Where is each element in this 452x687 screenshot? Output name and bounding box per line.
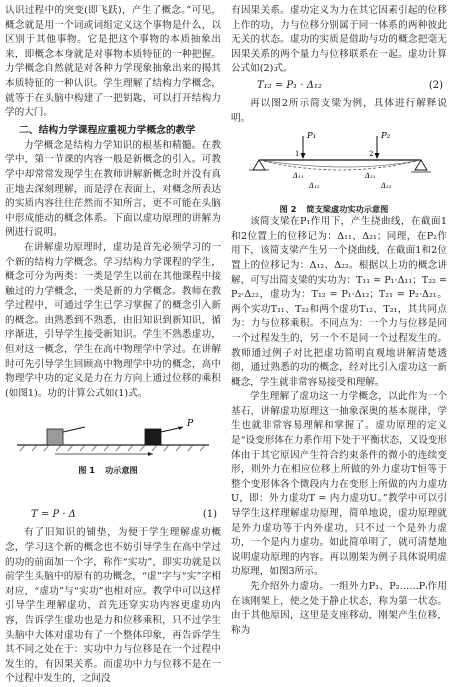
equation-2: [231, 77, 447, 97]
displacement-label-d22: Δ₂₂: [381, 182, 392, 191]
equation-1: [5, 506, 221, 526]
paragraph-beam-example-intro: 再以图2所示简支梁为例，具体进行解释说明。: [231, 97, 447, 124]
load-label-p1: P₁: [307, 131, 317, 142]
displacement-label-d12: Δ₁₂: [309, 182, 320, 191]
displacement-label-d21: Δ₂₁: [365, 172, 376, 181]
deflection-curve-p1: [259, 160, 421, 170]
figure-2-title: 简支梁虚功实功示意图: [306, 204, 389, 215]
figure-1: [5, 401, 221, 476]
deflection-curve-p2: [259, 160, 421, 167]
block-end: [145, 429, 161, 445]
section-heading: 二、结构力学课程应重视力学概念的教学: [19, 124, 196, 136]
displacement-label-d11: Δ₁₁: [293, 172, 304, 181]
block-start: [47, 429, 63, 445]
equation-2-number: (2): [428, 79, 443, 91]
load-label-p2: P₂: [381, 131, 391, 142]
left-column: [5, 4, 221, 687]
section-label-2: 2: [369, 150, 374, 159]
right-column: [231, 4, 447, 638]
paragraph-virtual-work-definition: 有因果关系。虚功定义为力在其它因素引起的位移上作的功，力与位移分别属于同一体系的两种彼此无关的状态。虚功的实质是借助与功的概念把毫无因果关系的两个量力与位移联系在一起。虚功计算公式如(2)式。: [231, 5, 447, 75]
displacement-arrowhead: [148, 452, 153, 456]
paragraph-concept-teaching: 力学概念是结构力学知识的根基和精髓。在教学中，第一节课的内容一般是新概念的引入。可教学中却常常发现学生在教师讲解新概念时并没有真正地去深刻理解，而是浮在表面上，对概念所表达的实质内容往往茫然而不知所言，更不可能在头脑中形成能动的概念体系。下面以虚功原理的讲解为例进行说明。: [5, 139, 221, 239]
figure-2-caption: [231, 204, 447, 215]
figure-1-caption: [5, 465, 221, 476]
paragraph-external-virtual-work: 先介绍外力虚功。一组外力P₁、P₂……Pᵢ作用在该刚架上，使之处于静止状态，称为第一状态。由于其他原因，这里是支座移动，刚架产生位移，称为: [231, 581, 447, 636]
load-arrowhead-p1: [301, 153, 306, 159]
paragraph-concept-definition: 认识过程中的突变(即飞跃)，产生了概念。”可见，概念就是用一个词或词组定义这个事物是什么，以区别于其他事物。它是把这个事物的本质抽象出来，即概念本身就是对事物本质特征的一种把握。力学概念自然就是对各种力学现象抽象出来的揭其本质特征的一种认识。学生理解了结构力学概念，就等于在头脑中构建了一把钥匙，可以打开结构力学的大门。: [5, 5, 221, 119]
paragraph-real-work-explanation: 有了旧知识的铺垫，为便于学生理解虚功概念，学习这个新的概念也不妨引导学生在高中学过的功的前面加一个字，称作“实功”，即实功就是以前学生头脑中的原有的功概念，“虚”字与“实”字相对应，“虚功”与“实功”也相对应。教学中可以这样引导学生理解虚功，首先还穿实功内容更虚功内容，告诉学生虚功也是力和位移乘积，只不过学生头脑中大体对虚功有了一个整体印象，再告诉学生其不同之处在于：实功中力与位移是在一个过程中发生的，有因果关系。而虚功中力与位移不是在一个过程中发生的，之间没: [5, 527, 221, 685]
simply-supported-beam-diagram: [231, 126, 447, 200]
equation-1-number: (1): [202, 509, 217, 521]
figure-1-title: 功示意图: [104, 465, 138, 476]
equation-2-body: T₁₂ = P₁ · Δ₁₂: [257, 79, 322, 91]
force-label: P: [187, 419, 194, 430]
section-label-1: 1: [295, 150, 300, 159]
roller-support-right: [415, 160, 427, 170]
figure-2: [231, 126, 447, 215]
paragraph-virtual-work-intro: 在讲解虚功原理时，虚功是首先必须学习的一个新的结构力学概念。学习结构力学课程的学生，概念可分为两类：一类是学生以前在其他课程中接触过的力学概念，一类是新的力学概念。教师在教学过程中，可通过学生已学习掌握了的概念引入新的概念。由熟悉到不熟悉，由旧知识到新知识，循序渐进，引导学生接受新知识。学生不熟悉虚功，但对这一概念，学生在高中物理学中学过。在讲解时可先引导学生回顾高中物理学中功的概念，高中物理学中功的定义是力在力方向上通过位移的乘积(如图1)。功的计算公式如(1)式。: [5, 241, 221, 399]
force-arrowhead: [178, 427, 183, 431]
pin-support-left: [253, 160, 265, 170]
figure-2-label: 图 2: [279, 204, 297, 215]
equation-1-body: T = P · Δ: [31, 509, 76, 521]
load-arrowhead-p2: [375, 153, 380, 159]
figure-1-label: 图 1: [78, 465, 95, 476]
ground-hatching: [20, 445, 205, 451]
work-diagram: [5, 401, 221, 461]
paragraph-virtual-work-principle: 学生理解了虚功这一力学概念，以此作为一个基石，讲解虚功原理这一抽象深奥的基本规律，学生也就非常容易理解和掌握了。虚功原理的定义是“设变形体在力系作用下处于平衡状态，又设变形体由于其它原因产生符合约束条件的微小的连续变形，则外力在相应位移上所做的外力虚功T恒等于整个变形体各个微段内力在变形上所做的内力虚功U，即：外力虚功T = 内力虚功U。”教学中可以引导学生这样理解虚功原理，简单地说，虚功原理就是外力虚功等于内外虚功，只不过一个是外力虚功，一个是内力虚功。如此简单明了，就可清楚地说明虚功原理的内容。再以刚架为例子具体说明虚功原理，如图3所示。: [231, 391, 447, 578]
paragraph-beam-work-analysis: 该简支梁在P₁作用下，产生挠曲线，在截面1和2位置上的位移记为：Δ₁₁、Δ₂₁；同理，在P₂作用下，该简支梁产生另一个挠曲线，在截面1和2位置上的位移记为：Δ₁₂、Δ₂₂。根据以上功的概念讲解，可写出简支梁的实功为：T₁₁ = P₁·Δ₁₁；T₂₂ = P₂·Δ₂₂，虚功为：T₁₂ = P₁·Δ₁₂；T₂₁ = P₂·Δ₂₁。两个实功T₁₁、T₂₂和两个虚功T₁₂、T₂₁，其共同点为：力与位移乘积。不同点为：一个力与位移是同一个过程发生的，另一个不是同一个过程发生的。教师通过例子对比把虚功简明直观地讲解清楚透彻，通过熟悉的功的概念，经对比引入虚功这一新概念，学生就非常容易接受和理解。: [231, 216, 447, 388]
force-arrow-start: [63, 427, 85, 432]
